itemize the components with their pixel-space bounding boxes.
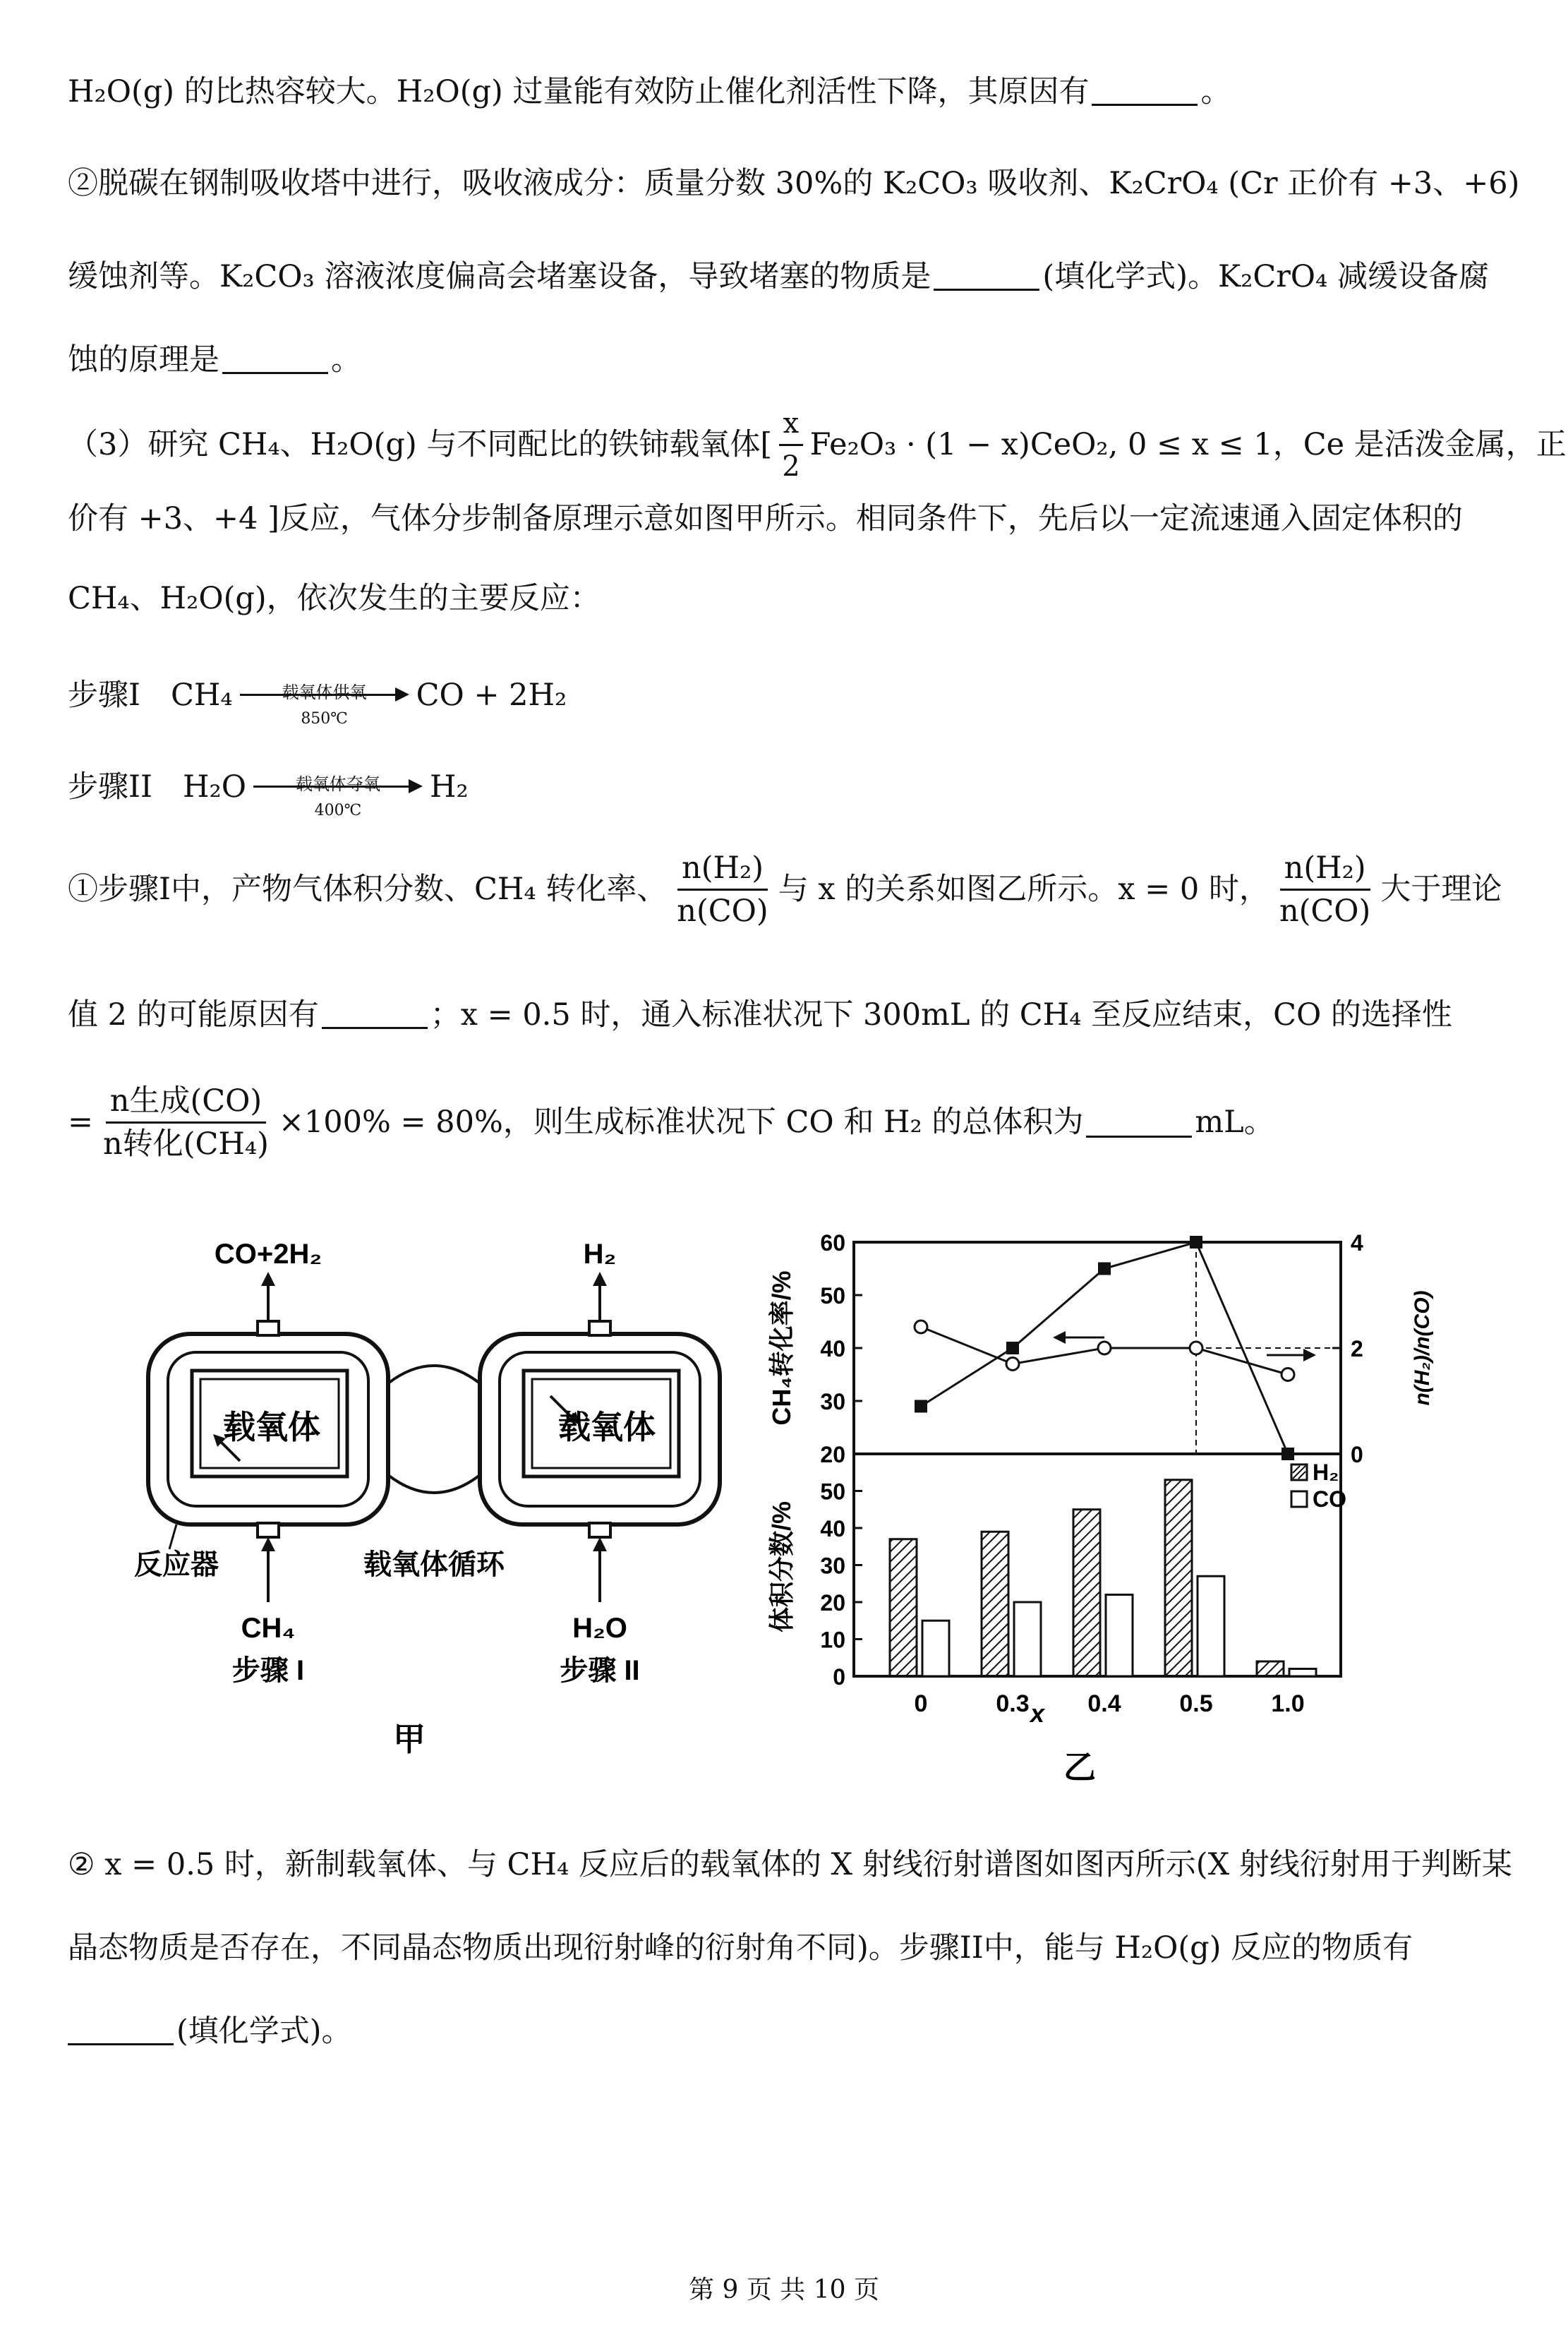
arrow-up-icon	[261, 1272, 275, 1286]
line-11	[68, 994, 1452, 1036]
y-right-tick-label: 2	[1351, 1336, 1363, 1361]
output-right-label: H₂	[583, 1239, 617, 1270]
step-left-label: 步骤 I	[231, 1655, 305, 1686]
frac-numerator: x	[779, 403, 804, 446]
carrier-label-left: 载氧体	[223, 1409, 320, 1445]
text: 与 x 的关系如图乙所示。x = 0 时，	[778, 872, 1270, 907]
x-tick-label: 0.4	[1087, 1690, 1121, 1717]
y-tick-label: 0	[833, 1664, 845, 1690]
step-2-reactant: 步骤II H₂O	[68, 769, 246, 805]
y-right-tick-label: 4	[1351, 1230, 1363, 1256]
line-1	[68, 71, 1231, 113]
step-1-equation	[68, 674, 567, 728]
answer-blank	[1086, 1107, 1192, 1138]
co-bar	[1106, 1595, 1133, 1677]
y-tick-label: 20	[820, 1590, 845, 1616]
y-tick-label: 20	[820, 1442, 845, 1467]
text: (填化学式)。K₂CrO₄ 减缓设备腐	[1042, 259, 1489, 294]
line-6	[68, 498, 1463, 540]
answer-blank	[322, 999, 428, 1029]
text: 。	[1200, 74, 1231, 109]
figure-jia-caption: 甲	[393, 1721, 426, 1757]
arrow-left-icon	[1053, 1331, 1066, 1344]
h2-co-ratio-point	[1006, 1358, 1019, 1371]
reactor-label: 反应器	[134, 1549, 219, 1580]
step-right-label: 步骤 II	[560, 1655, 640, 1686]
x-tick-label: 1.0	[1271, 1690, 1305, 1717]
y-tick-label: 30	[820, 1553, 845, 1579]
y-tick-label: 10	[820, 1627, 845, 1653]
text: 缓蚀剂等。K₂CO₃ 溶液浓度偏高会堵塞设备，导致堵塞的物质是	[68, 259, 931, 294]
fraction-selectivity	[99, 1081, 273, 1165]
text: 大于理论	[1380, 872, 1502, 907]
co-bar	[922, 1620, 949, 1676]
text: ①步骤I中，产物气体积分数、CH₄ 转化率、	[68, 872, 668, 907]
answer-blank	[1092, 76, 1198, 106]
legend-co-swatch	[1291, 1491, 1307, 1507]
carrier-cycle-loop	[388, 1366, 480, 1493]
line-4	[68, 339, 361, 381]
x-tick-label: 0.5	[1179, 1690, 1213, 1717]
answer-blank	[222, 344, 328, 374]
top-y-axis-label: CH₄转化率/%	[767, 1270, 796, 1426]
figure-yi-caption: 乙	[1063, 1749, 1096, 1786]
text: (填化学式)。	[176, 2014, 352, 2049]
y-tick-label: 40	[820, 1516, 845, 1541]
line-3	[68, 255, 1489, 298]
line-5	[68, 406, 1567, 483]
y-tick-label: 30	[820, 1389, 845, 1414]
line-14	[68, 1927, 1413, 1969]
page-footer: 第 9 页 共 10 页	[689, 2275, 879, 2304]
text: 蚀的原理是	[68, 342, 219, 378]
h2-bar	[890, 1539, 917, 1676]
step-2-equation	[68, 766, 469, 819]
text: =	[68, 1105, 94, 1140]
x-tick-label: 0	[914, 1690, 928, 1717]
h2-bar	[1165, 1480, 1192, 1676]
arrow-up-icon	[593, 1272, 607, 1286]
text: mL。	[1195, 1105, 1274, 1140]
input-right-label: H₂O	[572, 1613, 627, 1644]
h2-co-ratio-point	[915, 1321, 927, 1333]
text: ② x = 0.5 时，新制载氧体、与 CH₄ 反应后的载氧体的 X 射线衍射谱图如图丙所示(X 射线衍射用于判断某	[68, 1847, 1512, 1882]
reaction-arrow	[240, 674, 409, 728]
co-bar	[1289, 1669, 1316, 1677]
y-tick-label: 40	[820, 1336, 845, 1361]
co-bar	[1014, 1602, 1041, 1676]
h2-bar	[1257, 1661, 1284, 1676]
frac-numerator: n(H₂)	[1280, 848, 1370, 891]
arrow-condition-bottom: 850℃	[301, 710, 348, 728]
ch4-conversion-point	[1006, 1342, 1019, 1354]
line-2	[68, 162, 1519, 205]
frac-denominator: n(CO)	[677, 893, 768, 929]
arrow-up-icon	[261, 1537, 275, 1551]
h2-co-ratio-point	[1098, 1342, 1111, 1354]
arrow-condition-top: 载氧体夺氧	[295, 774, 380, 794]
arrow-condition-bottom: 400℃	[314, 802, 362, 819]
y-right-tick-label: 0	[1351, 1442, 1363, 1467]
text: Fe₂O₃ · (1 − x)CeO₂, 0 ≤ x ≤ 1，Ce 是活泼金属，正	[809, 427, 1567, 462]
text: 。	[331, 342, 361, 378]
ch4-conversion-point	[915, 1400, 927, 1413]
arrow-shaft	[240, 694, 399, 696]
arrow-condition-top: 载氧体供氧	[282, 682, 367, 702]
fraction-h2-co	[673, 848, 772, 932]
frac-denominator: n(CO)	[1279, 893, 1371, 929]
reaction-arrow	[253, 766, 423, 819]
h2-bar	[1073, 1510, 1100, 1676]
legend-co-label: CO	[1313, 1486, 1346, 1512]
text: ×100% = 80%，则生成标准状况下 CO 和 H₂ 的总体积为	[278, 1105, 1084, 1140]
arrow-up-icon	[593, 1537, 607, 1551]
frac-denominator: n转化(CH₄)	[103, 1126, 269, 1162]
text: 价有 +3、+4 ]反应，气体分步制备原理示意如图甲所示。相同条件下，先后以一定流速通入固定体积的	[68, 501, 1463, 536]
input-left-label: CH₄	[241, 1613, 296, 1644]
step-1-reactant: 步骤I CH₄	[68, 678, 233, 713]
y-tick-label: 50	[820, 1479, 845, 1505]
x-axis-label: x	[1030, 1699, 1045, 1728]
h2-co-ratio-point	[1190, 1342, 1202, 1354]
y-tick-label: 60	[820, 1230, 845, 1256]
step-2-product: H₂	[429, 769, 469, 805]
line-12	[68, 1073, 1274, 1172]
frac-denominator: 2	[782, 450, 800, 483]
answer-blank	[934, 260, 1039, 291]
text: （3）研究 CH₄、H₂O(g) 与不同配比的铁铈载氧体[	[68, 427, 773, 462]
co-bar	[1198, 1576, 1224, 1676]
frac-numerator: n生成(CO)	[106, 1081, 266, 1124]
legend-h2-label: H₂	[1313, 1460, 1339, 1485]
h2-co-ratio-point	[1281, 1368, 1294, 1381]
ch4-conversion-point	[1098, 1263, 1111, 1275]
arrow-shaft	[253, 786, 413, 788]
line-10	[68, 843, 1502, 935]
text: CH₄、H₂O(g)，依次发生的主要反应：	[68, 581, 601, 616]
line-15	[68, 2010, 352, 2052]
fraction-h2-co	[1275, 848, 1375, 932]
arrow-right-icon	[1303, 1349, 1316, 1361]
ch4-conversion-point	[1190, 1236, 1202, 1249]
text: 值 2 的可能原因有	[68, 997, 319, 1033]
y-tick-label: 50	[820, 1283, 845, 1309]
right-y-axis-label: n(H₂)/n(CO)	[1411, 1290, 1434, 1406]
h2-bar	[982, 1532, 1008, 1676]
bottom-y-axis-label: 体积分数/%	[767, 1500, 796, 1633]
text: 晶态物质是否存在，不同晶态物质出现衍射峰的衍射角不同)。步骤II中，能与 H₂O(g) 反应的物质有	[68, 1930, 1413, 1966]
line-7	[68, 577, 601, 620]
legend	[1291, 1460, 1346, 1512]
text: H₂O(g) 的比热容较大。H₂O(g) 过量能有效防止催化剂活性下降，其原因有	[68, 74, 1090, 109]
x-tick-label: 0.3	[996, 1690, 1030, 1717]
text: ；x = 0.5 时，通入标准状况下 300mL 的 CH₄ 至反应结束，CO 的选择性	[430, 997, 1452, 1033]
ch4-conversion-point	[1281, 1448, 1294, 1460]
line-13	[68, 1843, 1512, 1886]
frac-numerator: n(H₂)	[677, 848, 768, 891]
figure-yi-chart	[748, 1214, 1454, 1793]
cycle-label: 载氧体循环	[363, 1549, 505, 1580]
step-1-product: CO + 2H₂	[416, 678, 567, 713]
fraction-x-over-2	[778, 403, 804, 487]
figure-jia	[127, 1214, 776, 1764]
text: ②脱碳在钢制吸收塔中进行，吸收液成分：质量分数 30%的 K₂CO₃ 吸收剂、K₂CrO₄ (Cr 正价有 +3、+6)	[68, 166, 1520, 201]
output-left-label: CO+2H₂	[214, 1239, 322, 1270]
carrier-label-right: 载氧体	[558, 1409, 656, 1445]
answer-blank	[68, 2015, 174, 2045]
